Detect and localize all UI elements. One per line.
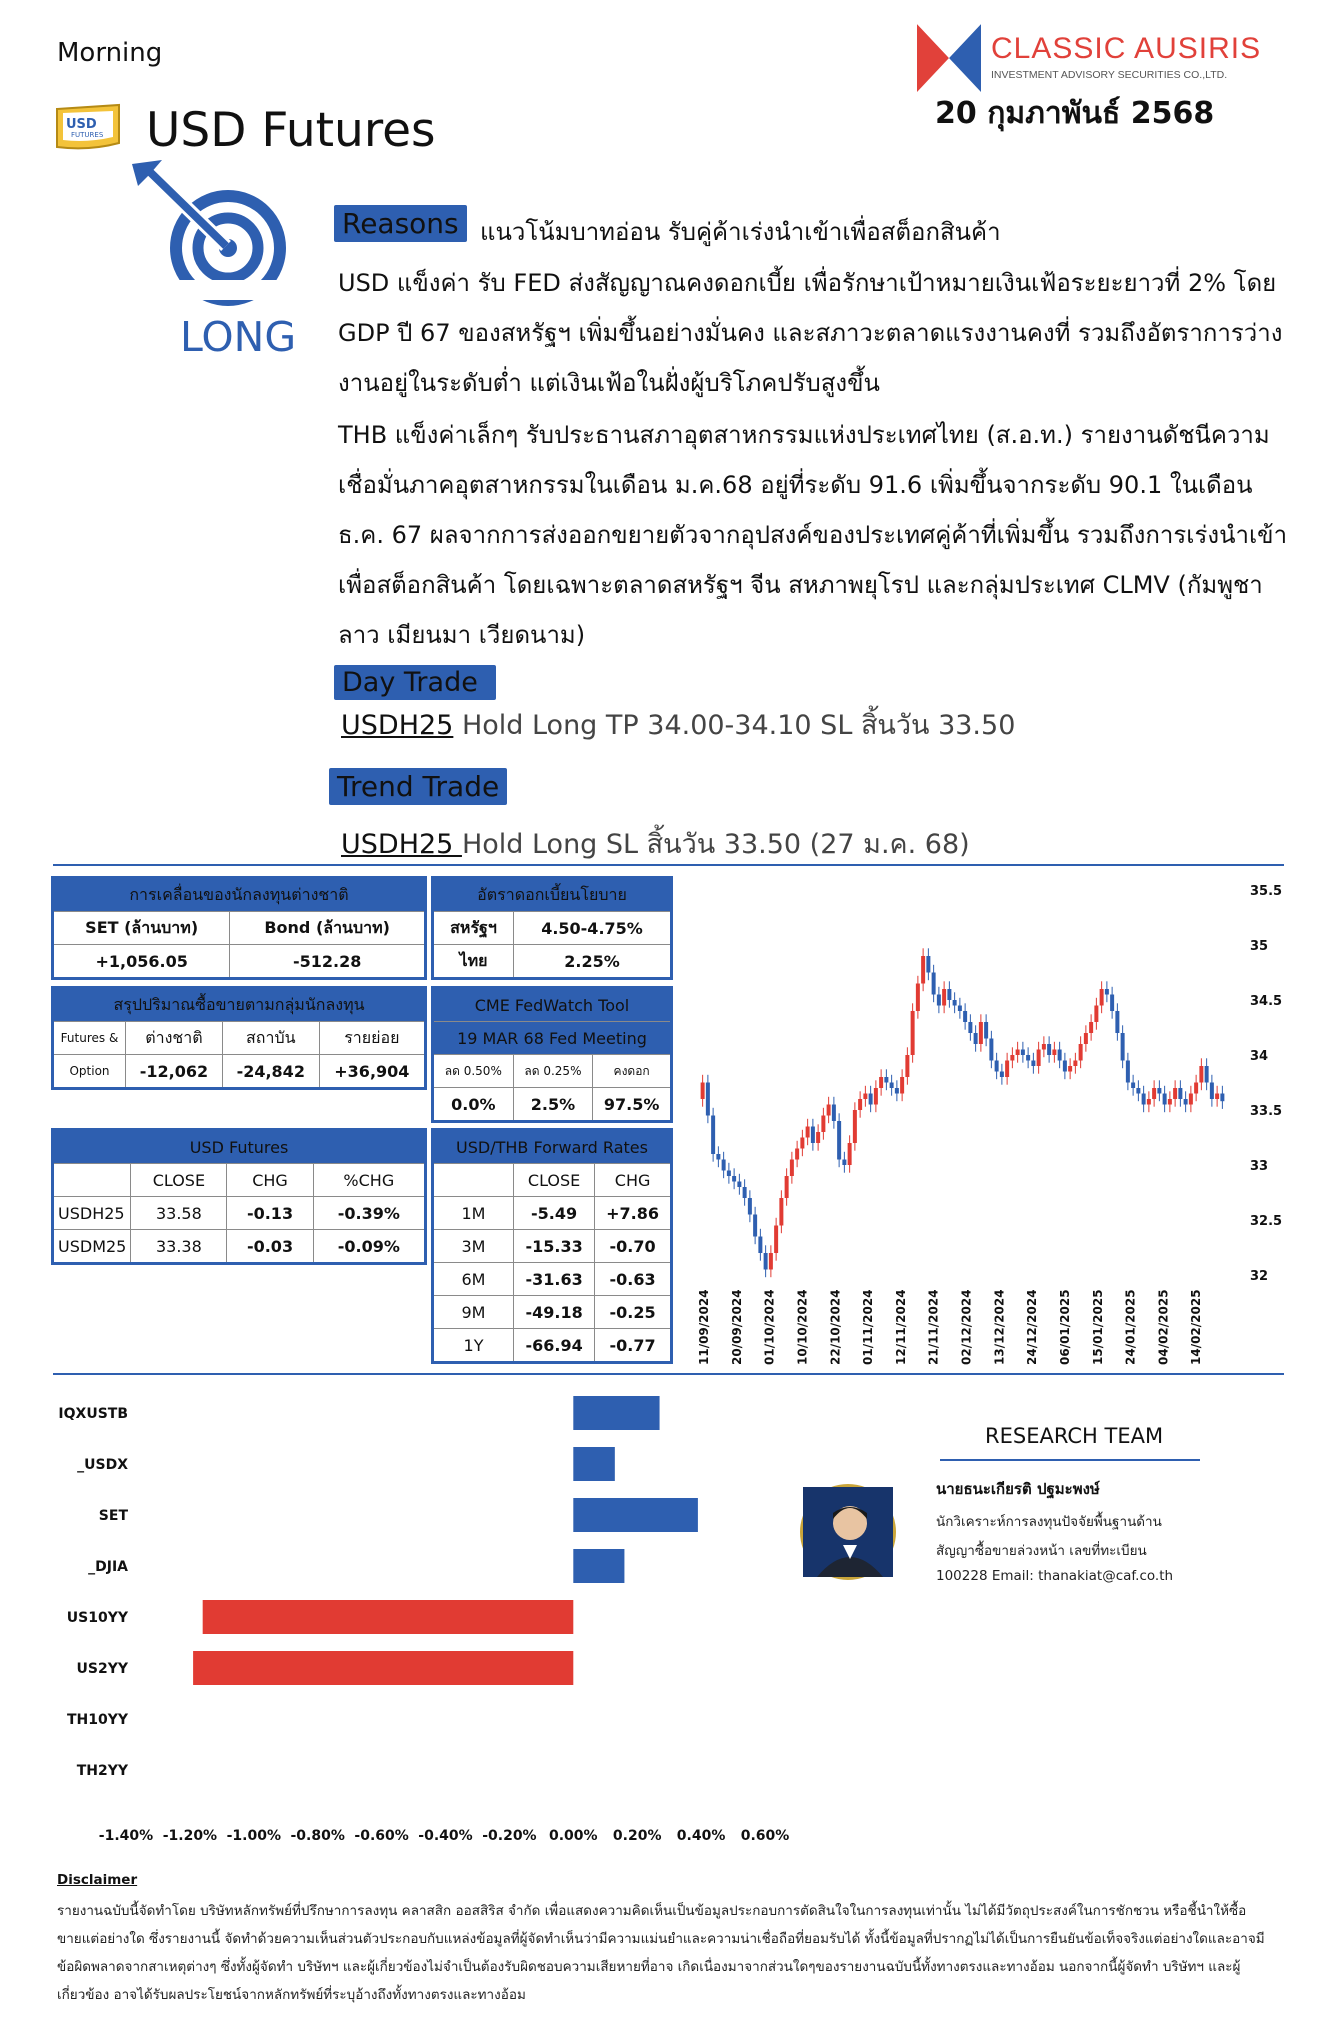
candle-body (1131, 1083, 1135, 1089)
candle-body (737, 1182, 741, 1188)
reason-usd-paragraph: USD แข็งค่า รับ FED ส่งสัญญาณคงดอกเบี้ย เพื่อรักษาเป้าหมายเงินเฟ้อระยะยาวที่ 2% โดย GDP ปี 67 ของสหรัฐฯ เพิ่มขึ้นอย่างมั่นคง และสภาวะตลาดแรงงานคงที่ รวมถึงอัตราการว่างงานอยู่ในระดับต่ำ แต่เงินเฟ้อในฝั่งผู้บริโภคปรับสูงขึ้น (338, 269, 1283, 397)
x-tick-label: 0.00% (549, 1828, 598, 1844)
candle-body (1094, 1006, 1098, 1023)
candle-body (1058, 1050, 1062, 1061)
fedwatch-table (433, 988, 671, 1121)
candle-body (1205, 1066, 1209, 1083)
candle-body (937, 995, 941, 1006)
policy-rate-value: 4.50-4.75% (514, 912, 671, 945)
candle-body (1136, 1088, 1140, 1094)
x-tick-label: 0.60% (740, 1828, 790, 1844)
investor-header: สถาบัน (222, 1022, 319, 1055)
stance-label: LONG (180, 313, 297, 361)
bar-category-label: _USDX (77, 1457, 128, 1473)
forward-close: -31.63 (514, 1263, 595, 1296)
reason-thb-paragraph: THB แข็งค่าเล็กๆ รับประธานสภาอุตสาหกรรมแห่งประเทศไทย (ส.อ.ท.) รายงานดัชนีความเชื่อมั่นภาคอุตสาหกรรมในเดือน ม.ค.68 อยู่ที่ระดับ 91.6 เพิ่มขึ้นจากระดับ 90.1 ในเดือน ธ.ค. 67 ผลจากการส่งออกขยายตัวจากอุปสงค์ของประเทศคู่ค้าที่เพิ่มขึ้น รวมถึงการเร่งนำเข้าเพื่อสต็อกสินค้า โดยเฉพาะตลาดสหรัฐฯ จีน สหภาพยุโรป และกลุ่มประเทศ CLMV (กัมพูชา ลาว เมียนมา เวียดนาม) (338, 421, 1288, 649)
x-tick-label: 01/10/2024 (762, 1289, 777, 1365)
forward-close: -5.49 (514, 1197, 595, 1230)
fedwatch-header: ลด 0.25% (513, 1055, 593, 1088)
candle-body (1110, 995, 1114, 1012)
usd-futures-pchg: -0.09% (313, 1230, 424, 1263)
candle-body (722, 1160, 726, 1171)
candle-body (790, 1160, 794, 1177)
candle-body (701, 1083, 705, 1100)
fedwatch-subtitle: 19 MAR 68 Fed Meeting (434, 1022, 671, 1055)
candle-body (779, 1198, 783, 1226)
usd-futures-close: 33.38 (131, 1230, 227, 1263)
candle-body (863, 1094, 867, 1100)
x-tick-label: 20/09/2024 (729, 1289, 744, 1365)
foreign-flow-header: Bond (ล้านบาท) (230, 912, 425, 945)
forward-header: CLOSE (514, 1164, 595, 1197)
x-tick-label: 11/09/2024 (697, 1289, 711, 1365)
usd-futures-chg: -0.03 (227, 1230, 313, 1263)
candle-body (716, 1154, 720, 1160)
x-tick-label: -0.40% (418, 1828, 473, 1844)
fedwatch-value: 0.0% (434, 1088, 514, 1121)
candle-body (842, 1160, 846, 1166)
candle-body (832, 1105, 836, 1122)
candle-body (806, 1127, 810, 1138)
policy-rate-country: ไทย (434, 945, 514, 978)
candle-body (753, 1215, 757, 1237)
investor-header: รายย่อย (319, 1022, 424, 1055)
candle-body (905, 1055, 909, 1077)
y-tick-label: 33 (1250, 1159, 1269, 1174)
forward-rates-table (433, 1130, 671, 1362)
x-tick-label: 0.20% (612, 1828, 662, 1844)
candle-body (874, 1088, 878, 1105)
candle-body (837, 1121, 841, 1160)
candle-body (947, 989, 951, 1000)
bar-category-label: _DJIA (88, 1559, 128, 1575)
candle-body (727, 1171, 731, 1177)
candle-body (1063, 1061, 1067, 1072)
policy-rate-table (433, 878, 671, 978)
investor-value: -24,842 (222, 1055, 319, 1088)
usd-futures-header (54, 1164, 131, 1197)
research-team-title: RESEARCH TEAM (985, 1424, 1164, 1448)
candle-body (1105, 989, 1109, 995)
forward-tenor: 9M (434, 1296, 514, 1329)
forward-close: -66.94 (514, 1329, 595, 1362)
svg-text:USD: USD (66, 117, 97, 132)
bar (573, 1396, 659, 1430)
candle-body (811, 1127, 815, 1144)
candle-body (979, 1022, 983, 1044)
candle-body (732, 1176, 736, 1182)
forward-tenor: 1M (434, 1197, 514, 1230)
x-tick-label: 24/12/2024 (1025, 1289, 1040, 1365)
x-tick-label: 0.40% (676, 1828, 726, 1844)
candle-body (821, 1116, 825, 1133)
candle-body (989, 1039, 993, 1061)
candle-body (942, 989, 946, 1006)
usd-futures-chg: -0.13 (227, 1197, 313, 1230)
brand-subtitle: INVESTMENT ADVISORY SECURITIES CO.,LTD. (991, 69, 1228, 81)
x-tick-label: 10/10/2024 (795, 1289, 810, 1365)
candle-body (816, 1132, 820, 1143)
trend-trade-line (341, 822, 970, 865)
candle-body (1189, 1094, 1193, 1105)
disclaimer-title: Disclaimer (57, 1872, 138, 1888)
foreign-flow-value: -512.28 (230, 945, 425, 978)
policy-rate-title: อัตราดอกเบี้ยนโยบาย (434, 879, 671, 912)
usd-futures-table (53, 1130, 425, 1263)
reasons-tag: Reasons (334, 205, 467, 242)
x-tick-label: -1.40% (98, 1828, 154, 1844)
analyst-avatar (800, 1484, 896, 1580)
foreign-flow-table (53, 878, 425, 978)
candle-body (858, 1099, 862, 1110)
market-change-bar-chart (40, 1385, 790, 1845)
bar-category-label: US2YY (76, 1661, 128, 1677)
candle-body (1210, 1083, 1214, 1100)
policy-rate-value: 2.25% (514, 945, 671, 978)
candle-body (785, 1176, 789, 1198)
bar (573, 1447, 615, 1481)
candle-body (1220, 1094, 1224, 1102)
candle-body (827, 1105, 831, 1116)
candle-body (1215, 1094, 1219, 1100)
candle-body (890, 1083, 894, 1089)
candle-body (1089, 1022, 1093, 1033)
candle-body (984, 1022, 988, 1039)
candle-body (1037, 1050, 1041, 1067)
bar-category-label: US10YY (66, 1610, 128, 1626)
candle-body (1178, 1088, 1182, 1099)
analyst-role-2: สัญญาซื้อขายล่วงหน้า เลขที่ทะเบียน (936, 1543, 1147, 1559)
candle-body (1199, 1066, 1203, 1083)
edition-label: Morning (57, 38, 163, 68)
x-tick-label: 14/02/2025 (1189, 1289, 1204, 1365)
candle-body (1168, 1099, 1172, 1105)
forward-header (434, 1164, 514, 1197)
candle-body (1073, 1061, 1077, 1067)
candle-body (748, 1198, 752, 1215)
candle-body (1010, 1055, 1014, 1061)
x-tick-label: 15/01/2025 (1090, 1289, 1105, 1365)
x-tick-label: 21/11/2024 (926, 1289, 941, 1365)
forward-tenor: 3M (434, 1230, 514, 1263)
bar (203, 1600, 574, 1634)
candle-body (848, 1143, 852, 1165)
foreign-flow-title: การเคลื่อนของนักลงทุนต่างชาติ (54, 879, 425, 912)
candle-body (706, 1083, 710, 1116)
candle-body (1184, 1099, 1188, 1105)
candle-body (1126, 1061, 1130, 1083)
forward-chg: -0.63 (595, 1263, 671, 1296)
candle-body (1016, 1050, 1020, 1056)
usd-futures-header: %CHG (313, 1164, 424, 1197)
candle-body (1157, 1088, 1161, 1094)
candle-body (1121, 1033, 1125, 1061)
bar (573, 1549, 624, 1583)
x-tick-label: 04/02/2025 (1156, 1289, 1171, 1365)
candle-body (800, 1138, 804, 1149)
candle-body (1163, 1094, 1167, 1105)
y-tick-label: 32.5 (1250, 1214, 1283, 1229)
candle-body (921, 956, 925, 984)
bar-category-label: TH10YY (66, 1712, 128, 1728)
research-divider (940, 1459, 1200, 1461)
candle-body (1068, 1066, 1072, 1072)
forward-tenor: 1Y (434, 1329, 514, 1362)
investor-row-label: Option (54, 1055, 126, 1088)
fedwatch-title: CME FedWatch Tool (434, 989, 671, 1022)
x-tick-label: 01/11/2024 (861, 1289, 876, 1365)
candle-body (774, 1226, 778, 1254)
target-icon (128, 160, 288, 300)
candle-body (926, 956, 930, 973)
forward-rates-title: USD/THB Forward Rates (434, 1131, 671, 1164)
day-trade-tag: Day Trade (334, 665, 496, 700)
forward-close: -15.33 (514, 1230, 595, 1263)
candle-body (911, 1011, 915, 1055)
candle-body (1079, 1044, 1083, 1061)
candle-body (1042, 1044, 1046, 1050)
usd-futures-symbol: USDM25 (54, 1230, 131, 1263)
forward-chg: -0.25 (595, 1296, 671, 1329)
investor-row-label: Futures & (54, 1022, 126, 1055)
candle-body (1047, 1044, 1051, 1055)
report-date: 20 กุมภาพันธ์ 2568 (935, 96, 1215, 131)
policy-rate-country: สหรัฐฯ (434, 912, 514, 945)
x-tick-label: -1.00% (226, 1828, 281, 1844)
candle-body (1021, 1050, 1025, 1056)
candle-body (1084, 1033, 1088, 1044)
foreign-flow-header: SET (ล้านบาท) (54, 912, 230, 945)
candle-body (879, 1077, 883, 1088)
candle-body (1142, 1094, 1146, 1105)
svg-text:FUTURES: FUTURES (71, 131, 104, 139)
candle-body (743, 1187, 747, 1198)
candle-body (963, 1011, 967, 1022)
candle-body (1152, 1088, 1156, 1099)
bar (573, 1498, 698, 1532)
candle-body (968, 1022, 972, 1033)
section-divider (53, 864, 1284, 866)
day-trade-symbol: USDH25 (341, 710, 454, 741)
y-tick-label: 34 (1250, 1049, 1269, 1064)
investor-summary-title: สรุปปริมาณซื้อขายตามกลุ่มนักลงทุน (54, 989, 425, 1022)
forward-chg: +7.86 (595, 1197, 671, 1230)
candle-body (958, 1006, 962, 1012)
forward-header: CHG (595, 1164, 671, 1197)
analyst-role-1: นักวิเคราะห์การลงทุนปัจจัยพื้นฐานด้าน (936, 1514, 1162, 1530)
usd-futures-pchg: -0.39% (313, 1197, 424, 1230)
day-trade-line (341, 703, 1015, 746)
fedwatch-value: 2.5% (513, 1088, 593, 1121)
x-tick-label: 06/01/2025 (1057, 1289, 1072, 1365)
candle-body (769, 1253, 773, 1270)
x-tick-label: -1.20% (162, 1828, 218, 1844)
usd-futures-symbol: USDH25 (54, 1197, 131, 1230)
investor-summary-table (53, 988, 425, 1088)
candle-body (1052, 1050, 1056, 1056)
usdthb-candlestick-chart (690, 875, 1290, 1370)
candle-body (1031, 1061, 1035, 1067)
candle-body (974, 1033, 978, 1044)
x-tick-label: 13/12/2024 (992, 1289, 1007, 1365)
forward-close: -49.18 (514, 1296, 595, 1329)
y-tick-label: 35 (1250, 939, 1269, 954)
investor-value: -12,062 (126, 1055, 223, 1088)
candle-body (758, 1237, 762, 1254)
candle-body (995, 1061, 999, 1072)
candle-body (764, 1253, 768, 1270)
candle-body (1194, 1083, 1198, 1094)
x-tick-label: 02/12/2024 (959, 1289, 974, 1365)
bar-category-label: IQXUSTB (58, 1406, 128, 1422)
usd-futures-close: 33.58 (131, 1197, 227, 1230)
section-divider (53, 1373, 1284, 1375)
trend-trade-text: Hold Long SL สิ้นวัน 33.50 (27 ม.ค. 68) (461, 829, 970, 860)
candle-body (1000, 1072, 1004, 1078)
brand-name: CLASSIC AUSIRIS (991, 32, 1262, 65)
trend-trade-tag: Trend Trade (329, 768, 507, 805)
analyst-contact: 100228 Email: thanakiat@caf.co.th (936, 1568, 1174, 1584)
candle-body (711, 1116, 715, 1155)
x-tick-label: 12/11/2024 (893, 1289, 908, 1365)
investor-value: +36,904 (319, 1055, 424, 1088)
bar-category-label: TH2YY (76, 1763, 128, 1779)
candle-body (900, 1077, 904, 1094)
candle-body (1100, 989, 1104, 1006)
candle-body (1115, 1011, 1119, 1033)
usd-futures-badge-icon (53, 103, 123, 155)
usd-futures-header: CLOSE (131, 1164, 227, 1197)
candle-body (853, 1110, 857, 1143)
fedwatch-header: คงดอก (593, 1055, 671, 1088)
candle-body (1147, 1099, 1151, 1105)
x-tick-label: 22/10/2024 (828, 1289, 843, 1365)
x-tick-label: -0.20% (482, 1828, 537, 1844)
forward-chg: -0.70 (595, 1230, 671, 1263)
candle-body (953, 1000, 957, 1006)
bar (193, 1651, 573, 1685)
candle-body (869, 1094, 873, 1105)
candle-body (895, 1088, 899, 1094)
x-tick-label: -0.60% (354, 1828, 409, 1844)
y-tick-label: 34.5 (1250, 994, 1283, 1009)
x-tick-label: 24/01/2025 (1123, 1289, 1138, 1365)
usd-futures-header: CHG (227, 1164, 313, 1197)
y-tick-label: 35.5 (1250, 884, 1283, 899)
analyst-name: นายธนะเกียรติ ปฐมะพงษ์ (936, 1480, 1100, 1498)
bar-category-label: SET (98, 1508, 128, 1524)
x-tick-label: -0.80% (290, 1828, 345, 1844)
candle-body (1005, 1061, 1009, 1078)
forward-tenor: 6M (434, 1263, 514, 1296)
investor-header: ต่างชาติ (126, 1022, 223, 1055)
y-tick-label: 32 (1250, 1269, 1269, 1284)
disclaimer-text: รายงานฉบับนี้จัดทำโดย บริษัทหลักทรัพย์ที่ปรึกษาการลงทุน คลาสสิก ออสสิริส จำกัด เพื่อแสดงความคิดเห็นเป็นข้อมูลประกอบการตัดสินใจในการลงทุนเท่านั้น ไม่ได้มีวัตถุประสงค์ในการชักชวน หรือชี้นำให้ซื้อขายแต่อย่างใด ซึ่งรายงานนี้ จัดทำด้วยความเห็นส่วนตัวประกอบกับแหล่งข้อมูลที่ผู้จัดทำเห็นว่ามีความแม่นยำและความน่าเชื่อถือที่ยอมรับได้ ทั้งนี้ข้อมูลที่ปรากฏไม่ได้เป็นการยืนยันข้อเท็จจริงแต่อย่างใดและอาจมีข้อผิดพลาดจากสาเหตุต่างๆ ซึ่งทั้งผู้จัดทำ บริษัทฯ และผู้เกี่ยวข้องไม่จำเป็นต้องรับผิดชอบความเสียหายที่อาจ เกิดเนื่องมาจากส่วนใดๆของรายงานฉบับนี้ทั้งทางตรงและทางอ้อม นอกจากนี้ผู้จัดทำ บริษัทฯ และผู้เกี่ยวข้อง อาจได้รับผลประโยชน์จากหลักทรัพย์ที่ระบุอ้างถึงทั้งทางตรงและทางอ้อม (57, 1903, 1265, 2003)
candle-body (1026, 1055, 1030, 1061)
forward-chg: -0.77 (595, 1329, 671, 1362)
page-title: USD Futures (146, 103, 436, 158)
y-tick-label: 33.5 (1250, 1104, 1283, 1119)
candle-body (916, 984, 920, 1012)
foreign-flow-value: +1,056.05 (54, 945, 230, 978)
day-trade-text: Hold Long TP 34.00-34.10 SL สิ้นวัน 33.50 (453, 710, 1016, 741)
fedwatch-value: 97.5% (593, 1088, 671, 1121)
company-logo (913, 22, 1278, 96)
candle-body (1173, 1088, 1177, 1099)
candle-body (884, 1077, 888, 1083)
candle-body (932, 973, 936, 995)
usd-futures-title: USD Futures (54, 1131, 425, 1164)
fedwatch-header: ลด 0.50% (434, 1055, 514, 1088)
trend-trade-symbol: USDH25 (341, 829, 462, 860)
candle-body (795, 1149, 799, 1160)
reasons-headline: แนวโน้มบาทอ่อน รับคู่ค้าเร่งนำเข้าเพื่อสต็อกสินค้า (480, 218, 1001, 246)
